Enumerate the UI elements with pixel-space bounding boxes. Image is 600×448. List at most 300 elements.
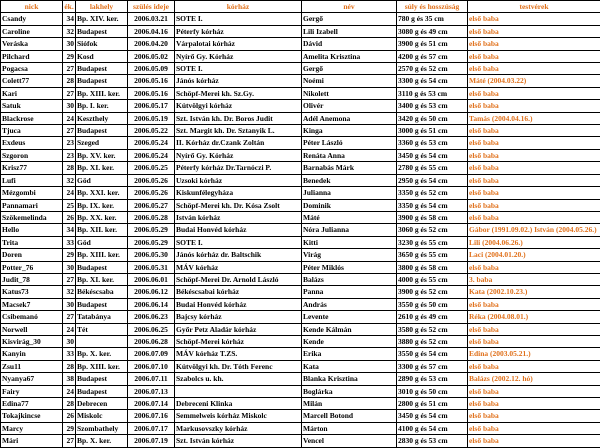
cell-hospital: Schöpf-Merei Dr. Arnold László — [175, 273, 302, 285]
cell-hospital: Kútvölgyi kórház — [175, 100, 302, 112]
cell-nick: Satuk — [1, 100, 63, 112]
cell-siblings: első baba — [468, 211, 600, 223]
cell-nick: Hello — [1, 224, 63, 236]
cell-siblings: 3. baba — [468, 273, 600, 285]
cell-birth-date: 2006.05.27 — [128, 199, 175, 211]
cell-baby-name: Márton — [302, 422, 397, 434]
cell-hospital: Jánós kórház dr. Baltschik — [175, 249, 302, 261]
table-row — [1, 410, 600, 422]
cell-hospital: Schöpf-Merei kh. Dr. Kósa Zsolt — [175, 199, 302, 211]
cell-hospital: Kiskunfélegyháza — [175, 187, 302, 199]
cell-nick: Kari — [1, 87, 63, 99]
cell-city: Debrecen — [76, 398, 128, 410]
cell-nick: Potter_76 — [1, 261, 63, 273]
cell-city: Budapest — [76, 298, 128, 310]
cell-age: 23 — [63, 149, 76, 161]
cell-baby-name: Gergő — [302, 13, 397, 25]
cell-hospital: Debreceni Klinka — [175, 398, 302, 410]
cell-nick: Szgoron — [1, 149, 63, 161]
cell-baby-name: Milán — [302, 398, 397, 410]
cell-siblings: első baba — [468, 174, 600, 186]
cell-siblings: első baba — [468, 435, 600, 447]
table-row — [1, 75, 600, 87]
cell-hospital: Schöpf-Merei kh. Sz.Gy. — [175, 87, 302, 99]
cell-age: 30 — [63, 335, 76, 347]
cell-nick: Katus73 — [1, 286, 63, 298]
cell-baby-name: Kende — [302, 335, 397, 347]
cell-nick: Marcy — [1, 422, 63, 434]
cell-nick: Macsek7 — [1, 298, 63, 310]
cell-birth-date: 2006.05.19 — [128, 112, 175, 124]
cell-city: Budapest — [76, 125, 128, 137]
cell-nick: Krisz77 — [1, 162, 63, 174]
cell-hospital: Győr Petz Aladár kórház — [175, 323, 302, 335]
cell-baby-name: Blanka Krisztina — [302, 373, 397, 385]
cell-birth-date: 2006.06.28 — [128, 335, 175, 347]
cell-weight-length: 3080 g és 49 cm — [397, 25, 468, 37]
cell-weight-length: 780 g és 35 cm — [397, 13, 468, 25]
cell-weight-length: 3450 g és 54 cm — [397, 149, 468, 161]
cell-age: 24 — [63, 385, 76, 397]
cell-siblings: első baba — [468, 261, 600, 273]
cell-age: 27 — [63, 87, 76, 99]
table-row — [1, 211, 600, 223]
cell-age: 33 — [63, 236, 76, 248]
cell-weight-length: 3010 g és 50 cm — [397, 385, 468, 397]
cell-hospital — [175, 385, 302, 397]
cell-age: 23 — [63, 137, 76, 149]
cell-age: 32 — [63, 174, 76, 186]
cell-nick: Colett77 — [1, 75, 63, 87]
cell-baby-name: Erika — [302, 348, 397, 360]
cell-city: Keszthely — [76, 112, 128, 124]
table-row — [1, 273, 600, 285]
cell-nick: Pilchard — [1, 50, 63, 62]
cell-age: 24 — [63, 112, 76, 124]
cell-weight-length: 4100 g és 54 cm — [397, 422, 468, 434]
cell-weight-length: 2890 g és 53 cm — [397, 373, 468, 385]
cell-age: 26 — [63, 410, 76, 422]
table-row — [1, 236, 600, 248]
cell-siblings: első baba — [468, 38, 600, 50]
cell-city: Budapest — [76, 373, 128, 385]
cell-nick: Lufi — [1, 174, 63, 186]
cell-nick: Veráska — [1, 38, 63, 50]
cell-nick: Doren — [1, 249, 63, 261]
table-row — [1, 199, 600, 211]
cell-city: Bp. I. ker. — [76, 100, 128, 112]
cell-siblings: Edina (2003.05.21.) — [468, 348, 600, 360]
cell-weight-length: 3900 g és 52 cm — [397, 286, 468, 298]
cell-weight-length: 3300 g és 57 cm — [397, 360, 468, 372]
cell-siblings: első baba — [468, 63, 600, 75]
cell-siblings: első baba — [468, 149, 600, 161]
cell-weight-length: 3360 g és 53 cm — [397, 137, 468, 149]
cell-birth-date: 2006.05.31 — [128, 261, 175, 273]
cell-baby-name: Boglárka — [302, 385, 397, 397]
cell-nick: Tjuca — [1, 125, 63, 137]
cell-birth-date: 2006.05.24 — [128, 149, 175, 161]
cell-age: 30 — [63, 38, 76, 50]
cell-nick: Csandy — [1, 13, 63, 25]
table-row — [1, 174, 600, 186]
cell-siblings: első baba — [468, 50, 600, 62]
cell-weight-length: 2780 g és 55 cm — [397, 162, 468, 174]
cell-baby-name: Levente — [302, 311, 397, 323]
cell-birth-date: 2006.07.09 — [128, 348, 175, 360]
cell-siblings: Gábor (1991.09.02.) István (2004.05.26.) — [468, 224, 600, 236]
cell-baby-name: Olivér — [302, 100, 397, 112]
cell-city: Bp. XXI. ker. — [76, 187, 128, 199]
cell-age: 29 — [63, 422, 76, 434]
cell-hospital: Jánós kórház — [175, 75, 302, 87]
cell-birth-date: 2006.06.14 — [128, 298, 175, 310]
cell-hospital: MÁV kórház — [175, 261, 302, 273]
cell-birth-date: 2006.06.23 — [128, 311, 175, 323]
cell-city: Kosd — [76, 50, 128, 62]
cell-siblings: Réka (2004.08.01.) — [468, 311, 600, 323]
cell-hospital: Szt. István kh. Dr. Boros Judit — [175, 112, 302, 124]
table-row — [1, 137, 600, 149]
cell-nick: Norwell — [1, 323, 63, 335]
cell-weight-length: 3450 g és 54 cm — [397, 410, 468, 422]
cell-age: 25 — [63, 199, 76, 211]
cell-birth-date: 2006.05.30 — [128, 249, 175, 261]
cell-age: 30 — [63, 261, 76, 273]
cell-birth-date: 2006.05.26 — [128, 174, 175, 186]
cell-city: Békéscsaba — [76, 286, 128, 298]
cell-birth-date: 2006.07.17 — [128, 422, 175, 434]
cell-city: Miskolc — [76, 410, 128, 422]
cell-weight-length: 3230 g és 55 cm — [397, 236, 468, 248]
cell-baby-name: Marcell Botond — [302, 410, 397, 422]
cell-weight-length: 2830 g és 53 cm — [397, 435, 468, 447]
cell-siblings: Tamás (2004.04.16.) — [468, 112, 600, 124]
cell-birth-date: 2006.05.24 — [128, 137, 175, 149]
cell-city: Bp. XV. ker. — [76, 149, 128, 161]
cell-weight-length: 2950 g és 54 cm — [397, 174, 468, 186]
table-row — [1, 311, 600, 323]
table-row — [1, 125, 600, 137]
cell-birth-date: 2006.05.29 — [128, 236, 175, 248]
cell-city: Szeged — [76, 137, 128, 149]
cell-birth-date: 2006.04.20 — [128, 38, 175, 50]
cell-siblings: első baba — [468, 410, 600, 422]
cell-baby-name: Máté — [302, 211, 397, 223]
cell-weight-length: 3650 g és 55 cm — [397, 249, 468, 261]
cell-city — [76, 335, 128, 347]
cell-nick: Pogacsa — [1, 63, 63, 75]
cell-hospital: Markusovszky kórház — [175, 422, 302, 434]
cell-age: 32 — [63, 286, 76, 298]
cell-weight-length: 3400 g és 53 cm — [397, 100, 468, 112]
cell-siblings: első baba — [468, 13, 600, 25]
cell-siblings: első baba — [468, 335, 600, 347]
cell-hospital: SOTE I. — [175, 13, 302, 25]
header-baby-name: név — [302, 1, 397, 13]
cell-siblings: Balázs (2002.12. hó) — [468, 373, 600, 385]
header-age: ék. — [63, 1, 76, 13]
table-row — [1, 323, 600, 335]
cell-baby-name: Noémi — [302, 75, 397, 87]
cell-nick: Nyanya67 — [1, 373, 63, 385]
cell-baby-name: Kinga — [302, 125, 397, 137]
cell-siblings: első baba — [468, 162, 600, 174]
cell-birth-date: 2006.05.29 — [128, 224, 175, 236]
cell-weight-length: 3300 g és 54 cm — [397, 75, 468, 87]
cell-birth-date: 2006.05.25 — [128, 162, 175, 174]
table-row — [1, 50, 600, 62]
cell-age: 29 — [63, 50, 76, 62]
table-row — [1, 373, 600, 385]
cell-city: Tatabánya — [76, 311, 128, 323]
table-row — [1, 13, 600, 25]
table-row — [1, 335, 600, 347]
cell-baby-name: Renáta Anna — [302, 149, 397, 161]
header-birth-date: szülés ideje — [128, 1, 175, 13]
header-weight-length: súly és hosszúság — [397, 1, 468, 13]
cell-age: 34 — [63, 13, 76, 25]
cell-hospital: Péterfy kórház Dr.Tarnóczi P. — [175, 162, 302, 174]
cell-hospital: II. Kórház dr.Czank Zoltán — [175, 137, 302, 149]
cell-weight-length: 3550 g és 50 cm — [397, 298, 468, 310]
cell-city: Bp. XX. ker. — [76, 211, 128, 223]
cell-weight-length: 3110 g és 53 cm — [397, 87, 468, 99]
cell-hospital: Nyírő Gy. Kórház — [175, 50, 302, 62]
cell-weight-length: 4200 g és 57 cm — [397, 50, 468, 62]
cell-weight-length: 3550 g és 54 cm — [397, 348, 468, 360]
cell-nick: Exdeus — [1, 137, 63, 149]
cell-city: Budapest — [76, 63, 128, 75]
cell-birth-date: 2006.07.11 — [128, 373, 175, 385]
table-row — [1, 38, 600, 50]
cell-siblings: első baba — [468, 199, 600, 211]
cell-hospital: MÁV kórház T.ZS. — [175, 348, 302, 360]
table-row — [1, 112, 600, 124]
cell-city: Bp. XI. ker. — [76, 273, 128, 285]
table-row — [1, 360, 600, 372]
cell-baby-name: András — [302, 298, 397, 310]
cell-birth-date: 2006.07.19 — [128, 435, 175, 447]
cell-city: Bp. XIII. ker. — [76, 360, 128, 372]
header-hospital: kórház — [175, 1, 302, 13]
cell-baby-name: Dávid — [302, 38, 397, 50]
table-row — [1, 149, 600, 161]
cell-nick: Kisvirág_30 — [1, 335, 63, 347]
cell-city: Budapest — [76, 261, 128, 273]
cell-nick: Szökemelinda — [1, 211, 63, 223]
cell-hospital: Semmelweis kórház Miskolc — [175, 410, 302, 422]
cell-birth-date: 2006.07.10 — [128, 360, 175, 372]
cell-nick: Pannamari — [1, 199, 63, 211]
cell-baby-name: Barnabás Márk — [302, 162, 397, 174]
cell-age: 28 — [63, 162, 76, 174]
cell-age: 27 — [63, 311, 76, 323]
cell-baby-name: Balázs — [302, 273, 397, 285]
cell-hospital: István kórház — [175, 211, 302, 223]
cell-age: 27 — [63, 63, 76, 75]
table-row — [1, 435, 600, 447]
table-row — [1, 298, 600, 310]
cell-siblings: első baba — [468, 125, 600, 137]
cell-hospital: Uzsoki kórház — [175, 174, 302, 186]
cell-age: 32 — [63, 25, 76, 37]
cell-nick: Caroline — [1, 25, 63, 37]
cell-siblings: Máté (2004.03.22) — [468, 75, 600, 87]
cell-baby-name: Kitti — [302, 236, 397, 248]
cell-baby-name: Kende Kálmán — [302, 323, 397, 335]
cell-hospital: Szt. Margit kh. Dr. Sztanyik L. — [175, 125, 302, 137]
table-row — [1, 100, 600, 112]
cell-hospital: Várpalotai kórház — [175, 38, 302, 50]
cell-city: Siófok — [76, 38, 128, 50]
cell-hospital: Budai Honvéd kórház — [175, 224, 302, 236]
cell-siblings: első baba — [468, 385, 600, 397]
cell-age: 26 — [63, 211, 76, 223]
cell-nick: Mézgombi — [1, 187, 63, 199]
cell-city: Budapest — [76, 25, 128, 37]
cell-siblings: első baba — [468, 323, 600, 335]
table-row — [1, 25, 600, 37]
cell-siblings: első baba — [468, 137, 600, 149]
cell-city: Bp. X. ker. — [76, 348, 128, 360]
cell-siblings: első baba — [468, 360, 600, 372]
cell-baby-name: Nóra Julianna — [302, 224, 397, 236]
cell-city: Budapest — [76, 385, 128, 397]
cell-hospital: Péterfy kórház — [175, 25, 302, 37]
table-row — [1, 224, 600, 236]
cell-baby-name: Julianna — [302, 187, 397, 199]
cell-hospital: SOTE I. — [175, 63, 302, 75]
cell-baby-name: Péter Miklós — [302, 261, 397, 273]
cell-nick: Trita — [1, 236, 63, 248]
cell-baby-name: Péter László — [302, 137, 397, 149]
cell-siblings: első baba — [468, 87, 600, 99]
cell-age: 28 — [63, 398, 76, 410]
table-row — [1, 398, 600, 410]
cell-nick: Tokajkincse — [1, 410, 63, 422]
cell-birth-date: 2006.05.02 — [128, 50, 175, 62]
cell-hospital: Békéscsabai kórház — [175, 286, 302, 298]
cell-birth-date: 2006.06.25 — [128, 323, 175, 335]
cell-weight-length: 3880 g és 52 cm — [397, 335, 468, 347]
cell-weight-length: 3350 g és 54 cm — [397, 199, 468, 211]
cell-city: Tét — [76, 323, 128, 335]
cell-hospital: SOTE I. — [175, 236, 302, 248]
cell-city: Bp. XI. ker. — [76, 162, 128, 174]
cell-city: Bp. XIII. ker. — [76, 249, 128, 261]
cell-birth-date: 2006.06.12 — [128, 286, 175, 298]
cell-baby-name: Panna — [302, 286, 397, 298]
cell-city: Budapest — [76, 75, 128, 87]
table-row — [1, 261, 600, 273]
header-row — [1, 1, 600, 13]
cell-birth-date: 2006.06.01 — [128, 273, 175, 285]
cell-siblings: első baba — [468, 298, 600, 310]
cell-hospital: Kútvölgyi kh. Dr. Tóth Ferenc — [175, 360, 302, 372]
cell-nick: Zsu11 — [1, 360, 63, 372]
table-row — [1, 87, 600, 99]
cell-city: Göd — [76, 236, 128, 248]
cell-age: 24 — [63, 323, 76, 335]
cell-weight-length: 3000 g és 51 cm — [397, 125, 468, 137]
cell-age: 27 — [63, 273, 76, 285]
cell-weight-length: 3580 g és 52 cm — [397, 323, 468, 335]
cell-age: 33 — [63, 348, 76, 360]
cell-hospital: Budai Honvéd kórház — [175, 298, 302, 310]
cell-birth-date: 2006.03.21 — [128, 13, 175, 25]
table-row — [1, 385, 600, 397]
cell-weight-length: 3060 g és 52 cm — [397, 224, 468, 236]
cell-age: 24 — [63, 187, 76, 199]
cell-nick: Kanyin — [1, 348, 63, 360]
cell-baby-name: Lili Izabell — [302, 25, 397, 37]
cell-siblings: első baba — [468, 398, 600, 410]
cell-age: 28 — [63, 360, 76, 372]
cell-city: Bp. X. ker. — [76, 435, 128, 447]
cell-weight-length: 3900 g és 58 cm — [397, 211, 468, 223]
cell-weight-length: 3350 g és 52 cm — [397, 187, 468, 199]
cell-siblings: első baba — [468, 100, 600, 112]
cell-nick: Mári — [1, 435, 63, 447]
cell-city: Bp. IX. ker. — [76, 199, 128, 211]
cell-baby-name: Nikolett — [302, 87, 397, 99]
cell-city: Szombathely — [76, 422, 128, 434]
cell-age: 30 — [63, 100, 76, 112]
cell-baby-name: Virág — [302, 249, 397, 261]
table-row — [1, 348, 600, 360]
cell-age: 27 — [63, 125, 76, 137]
cell-birth-date: 2006.05.22 — [128, 125, 175, 137]
cell-nick: Csibemanó — [1, 311, 63, 323]
header-nick: nick — [1, 1, 63, 13]
cell-birth-date: 2006.07.16 — [128, 410, 175, 422]
cell-birth-date: 2006.07.13 — [128, 385, 175, 397]
header-city: lakhely — [76, 1, 128, 13]
cell-baby-name: Gergő — [302, 63, 397, 75]
cell-birth-date: 2006.05.17 — [128, 100, 175, 112]
table-body — [1, 13, 600, 447]
cell-siblings: első baba — [468, 25, 600, 37]
cell-birth-date: 2006.05.16 — [128, 75, 175, 87]
table-row — [1, 63, 600, 75]
cell-weight-length: 2570 g és 52 cm — [397, 63, 468, 75]
cell-siblings: első baba — [468, 422, 600, 434]
cell-weight-length: 3900 g és 51 cm — [397, 38, 468, 50]
table-row — [1, 286, 600, 298]
cell-birth-date: 2006.05.26 — [128, 187, 175, 199]
cell-birth-date: 2006.07.14 — [128, 398, 175, 410]
cell-weight-length: 3420 g és 50 cm — [397, 112, 468, 124]
cell-hospital: Szt. István kórház — [175, 435, 302, 447]
table-row — [1, 187, 600, 199]
cell-city: Bp. XIV. ker. — [76, 13, 128, 25]
cell-nick: Judit_78 — [1, 273, 63, 285]
table-row — [1, 422, 600, 434]
cell-weight-length: 2610 g és 49 cm — [397, 311, 468, 323]
cell-birth-date: 2006.04.16 — [128, 25, 175, 37]
cell-city: Bp. XIII. ker. — [76, 87, 128, 99]
cell-siblings: Kata (2002.10.23.) — [468, 286, 600, 298]
cell-baby-name: Dominik — [302, 199, 397, 211]
cell-age: 30 — [63, 298, 76, 310]
header-siblings: testvérek — [468, 1, 600, 13]
cell-nick: Fairy — [1, 385, 63, 397]
cell-age: 38 — [63, 373, 76, 385]
cell-siblings: első baba — [468, 187, 600, 199]
cell-hospital: Bajcsy kórház — [175, 311, 302, 323]
cell-birth-date: 2006.05.28 — [128, 211, 175, 223]
